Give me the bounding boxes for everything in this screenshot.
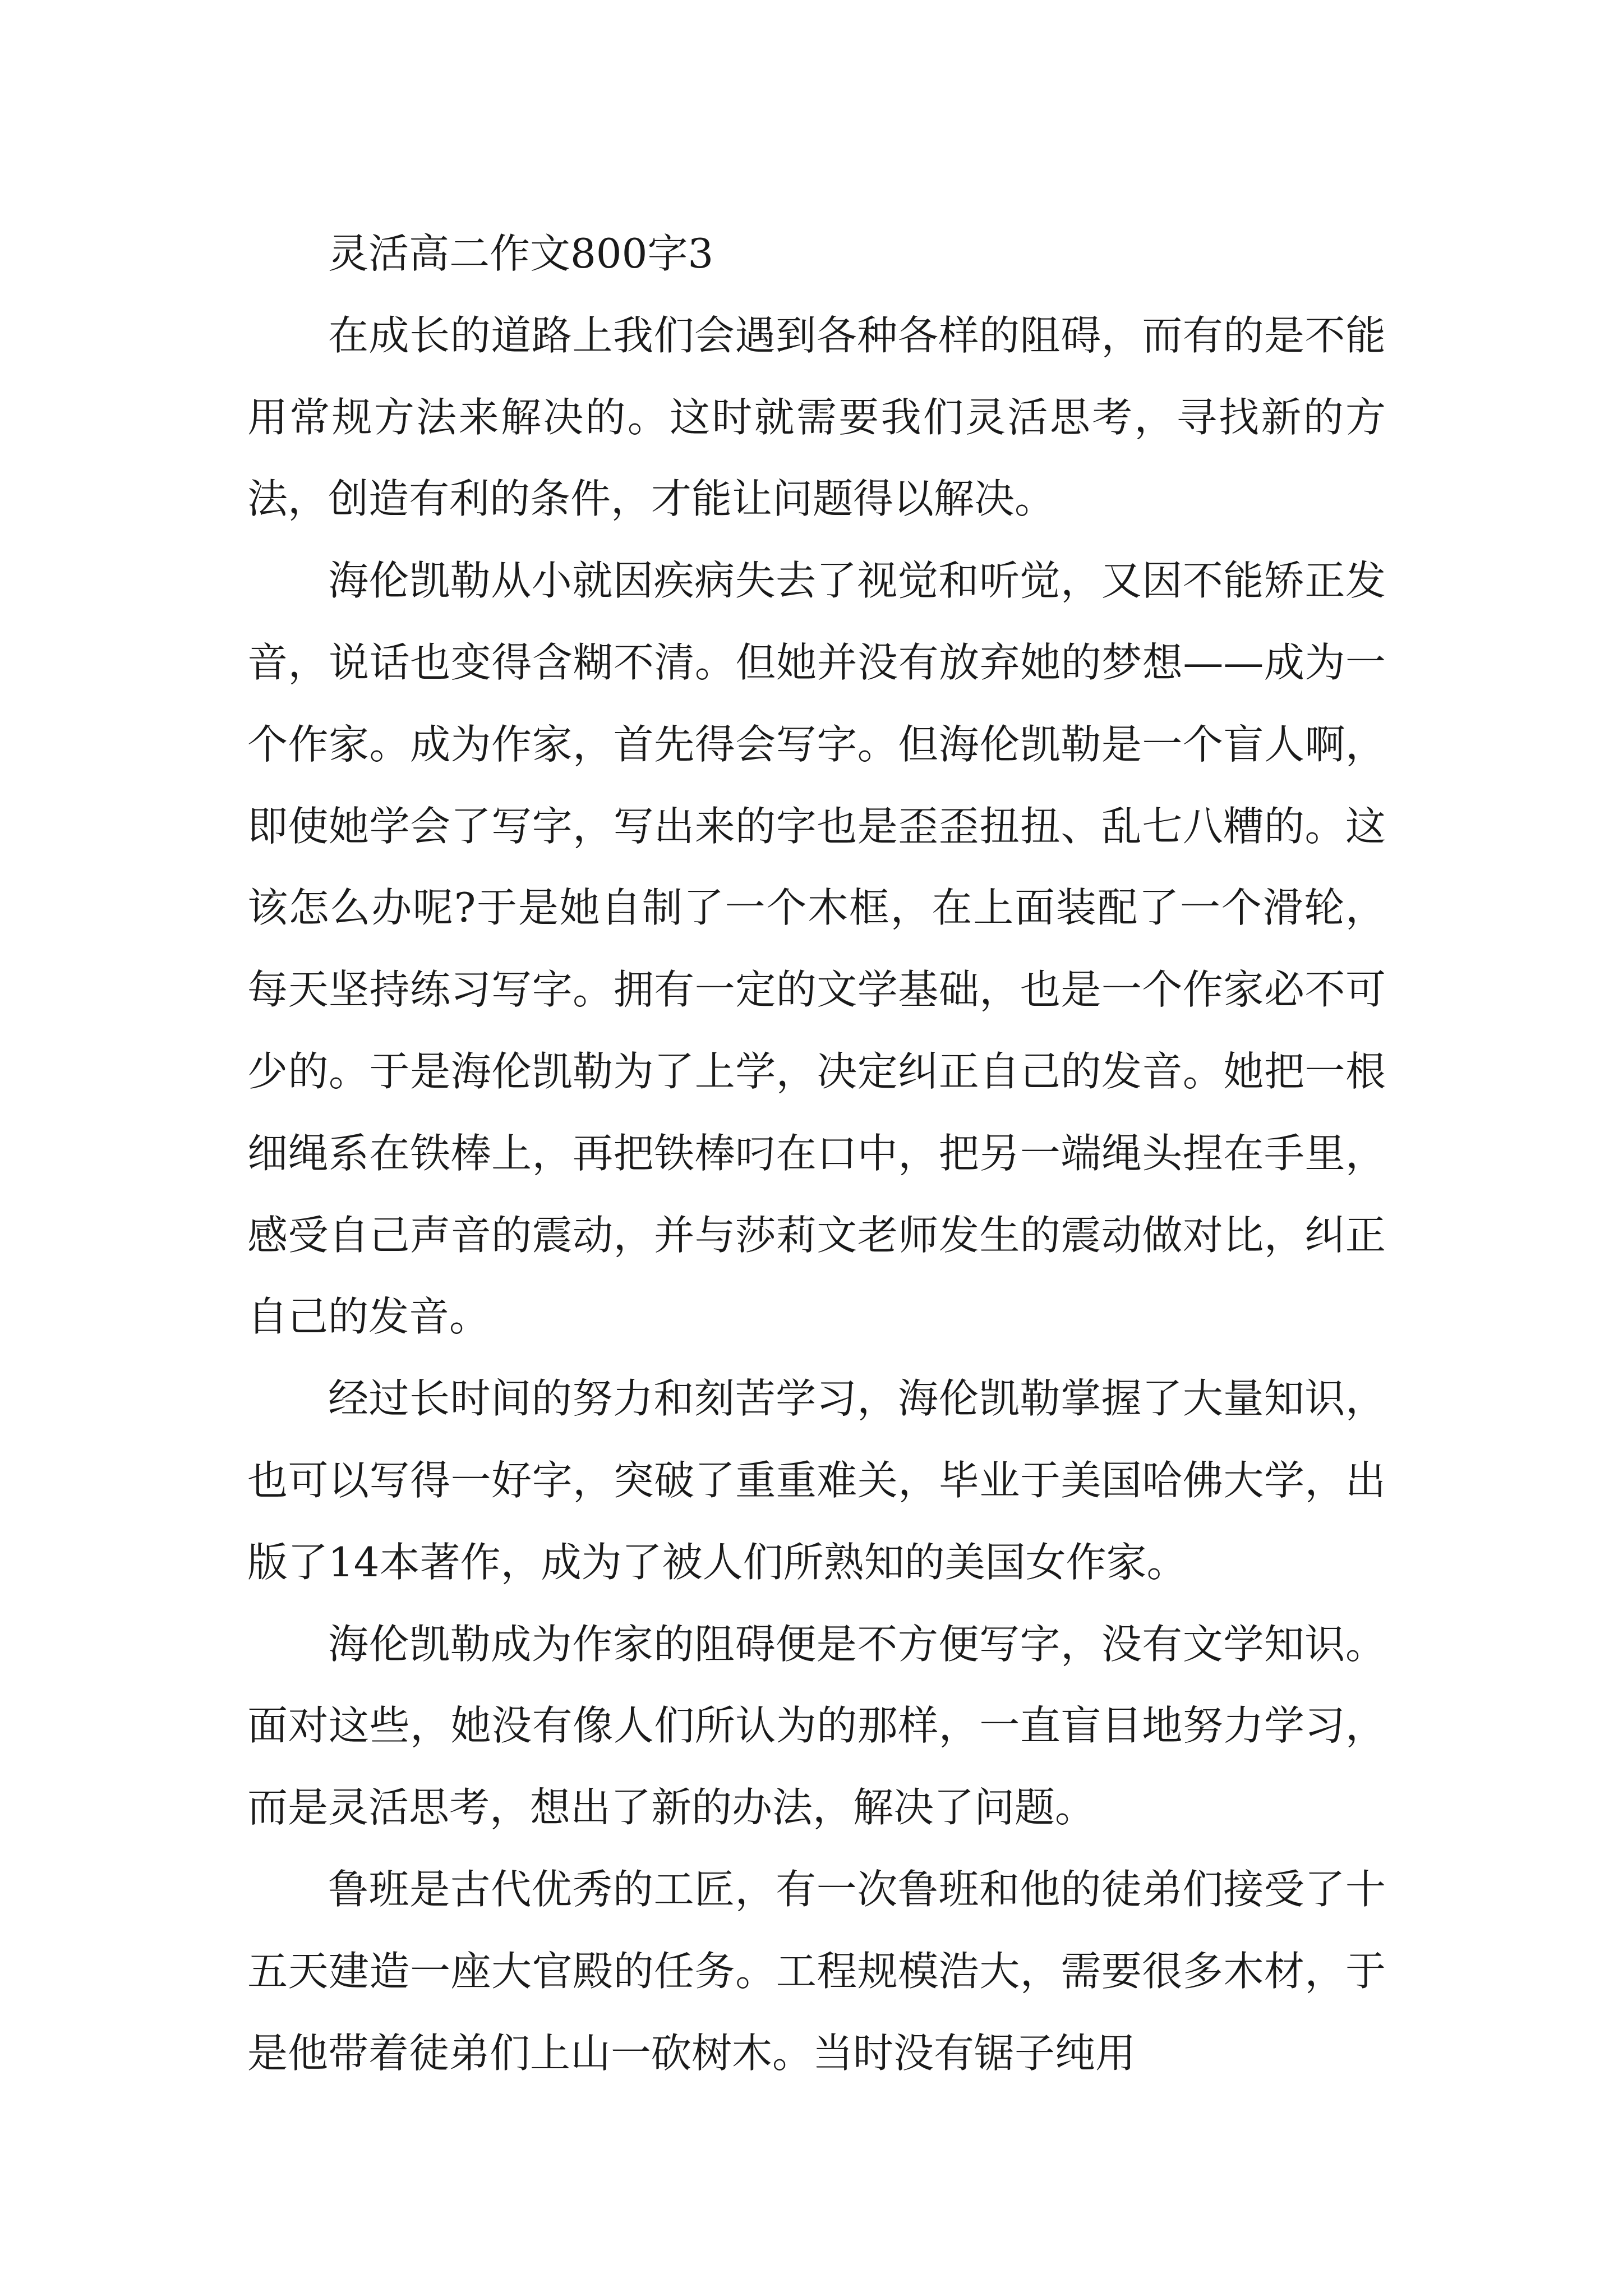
paragraph: 经过长时间的努力和刻苦学习，海伦凯勒掌握了大量知识，也可以写得一好字，突破了重重难关，毕业于美国哈佛大学，出版了14本著作，成为了被人们所熟知的美国女作家。	[247, 1375, 1386, 1586]
document-body	[247, 213, 1386, 2094]
paragraph: 在成长的道路上我们会遇到各种各样的阻碍，而有的是不能用常规方法来解决的。这时就需要我们灵活思考，寻找新的方法，创造有利的条件，才能让问题得以解决。	[247, 311, 1386, 523]
paragraph: 海伦凯勒成为作家的阻碍便是不方便写字，没有文学知识。面对这些，她没有像人们所认为的那样，一直盲目地努力学习，而是灵活思考，想出了新的办法，解决了问题。	[247, 1620, 1386, 1832]
document-title: 灵活高二作文800字3	[328, 230, 714, 277]
paragraph: 鲁班是古代优秀的工匠，有一次鲁班和他的徒弟们接受了十五天建造一座大官殿的任务。工程规模浩大，需要很多木材，于是他带着徒弟们上山一砍树木。当时没有锯子纯用	[247, 1865, 1386, 2077]
paragraph: 海伦凯勒从小就因疾病失去了视觉和听觉，又因不能矫正发音，说话也变得含糊不清。但她并没有放弃她的梦想——成为一个作家。成为作家，首先得会写字。但海伦凯勒是一个盲人啊，即使她学会了写字，写出来的字也是歪歪扭扭、乱七八糟的。这该怎么办呢?于是她自制了一个木框，在上面装配了一个滑轮，每天坚持练习写字。拥有一定的文学基础，也是一个作家必不可少的。于是海伦凯勒为了上学，决定纠正自己的发音。她把一根细绳系在铁棒上，再把铁棒叼在口中，把另一端绳头捏在手里，感受自己声音的震动，并与莎莉文老师发生的震动做对比，纠正自己的发音。	[247, 557, 1386, 1341]
